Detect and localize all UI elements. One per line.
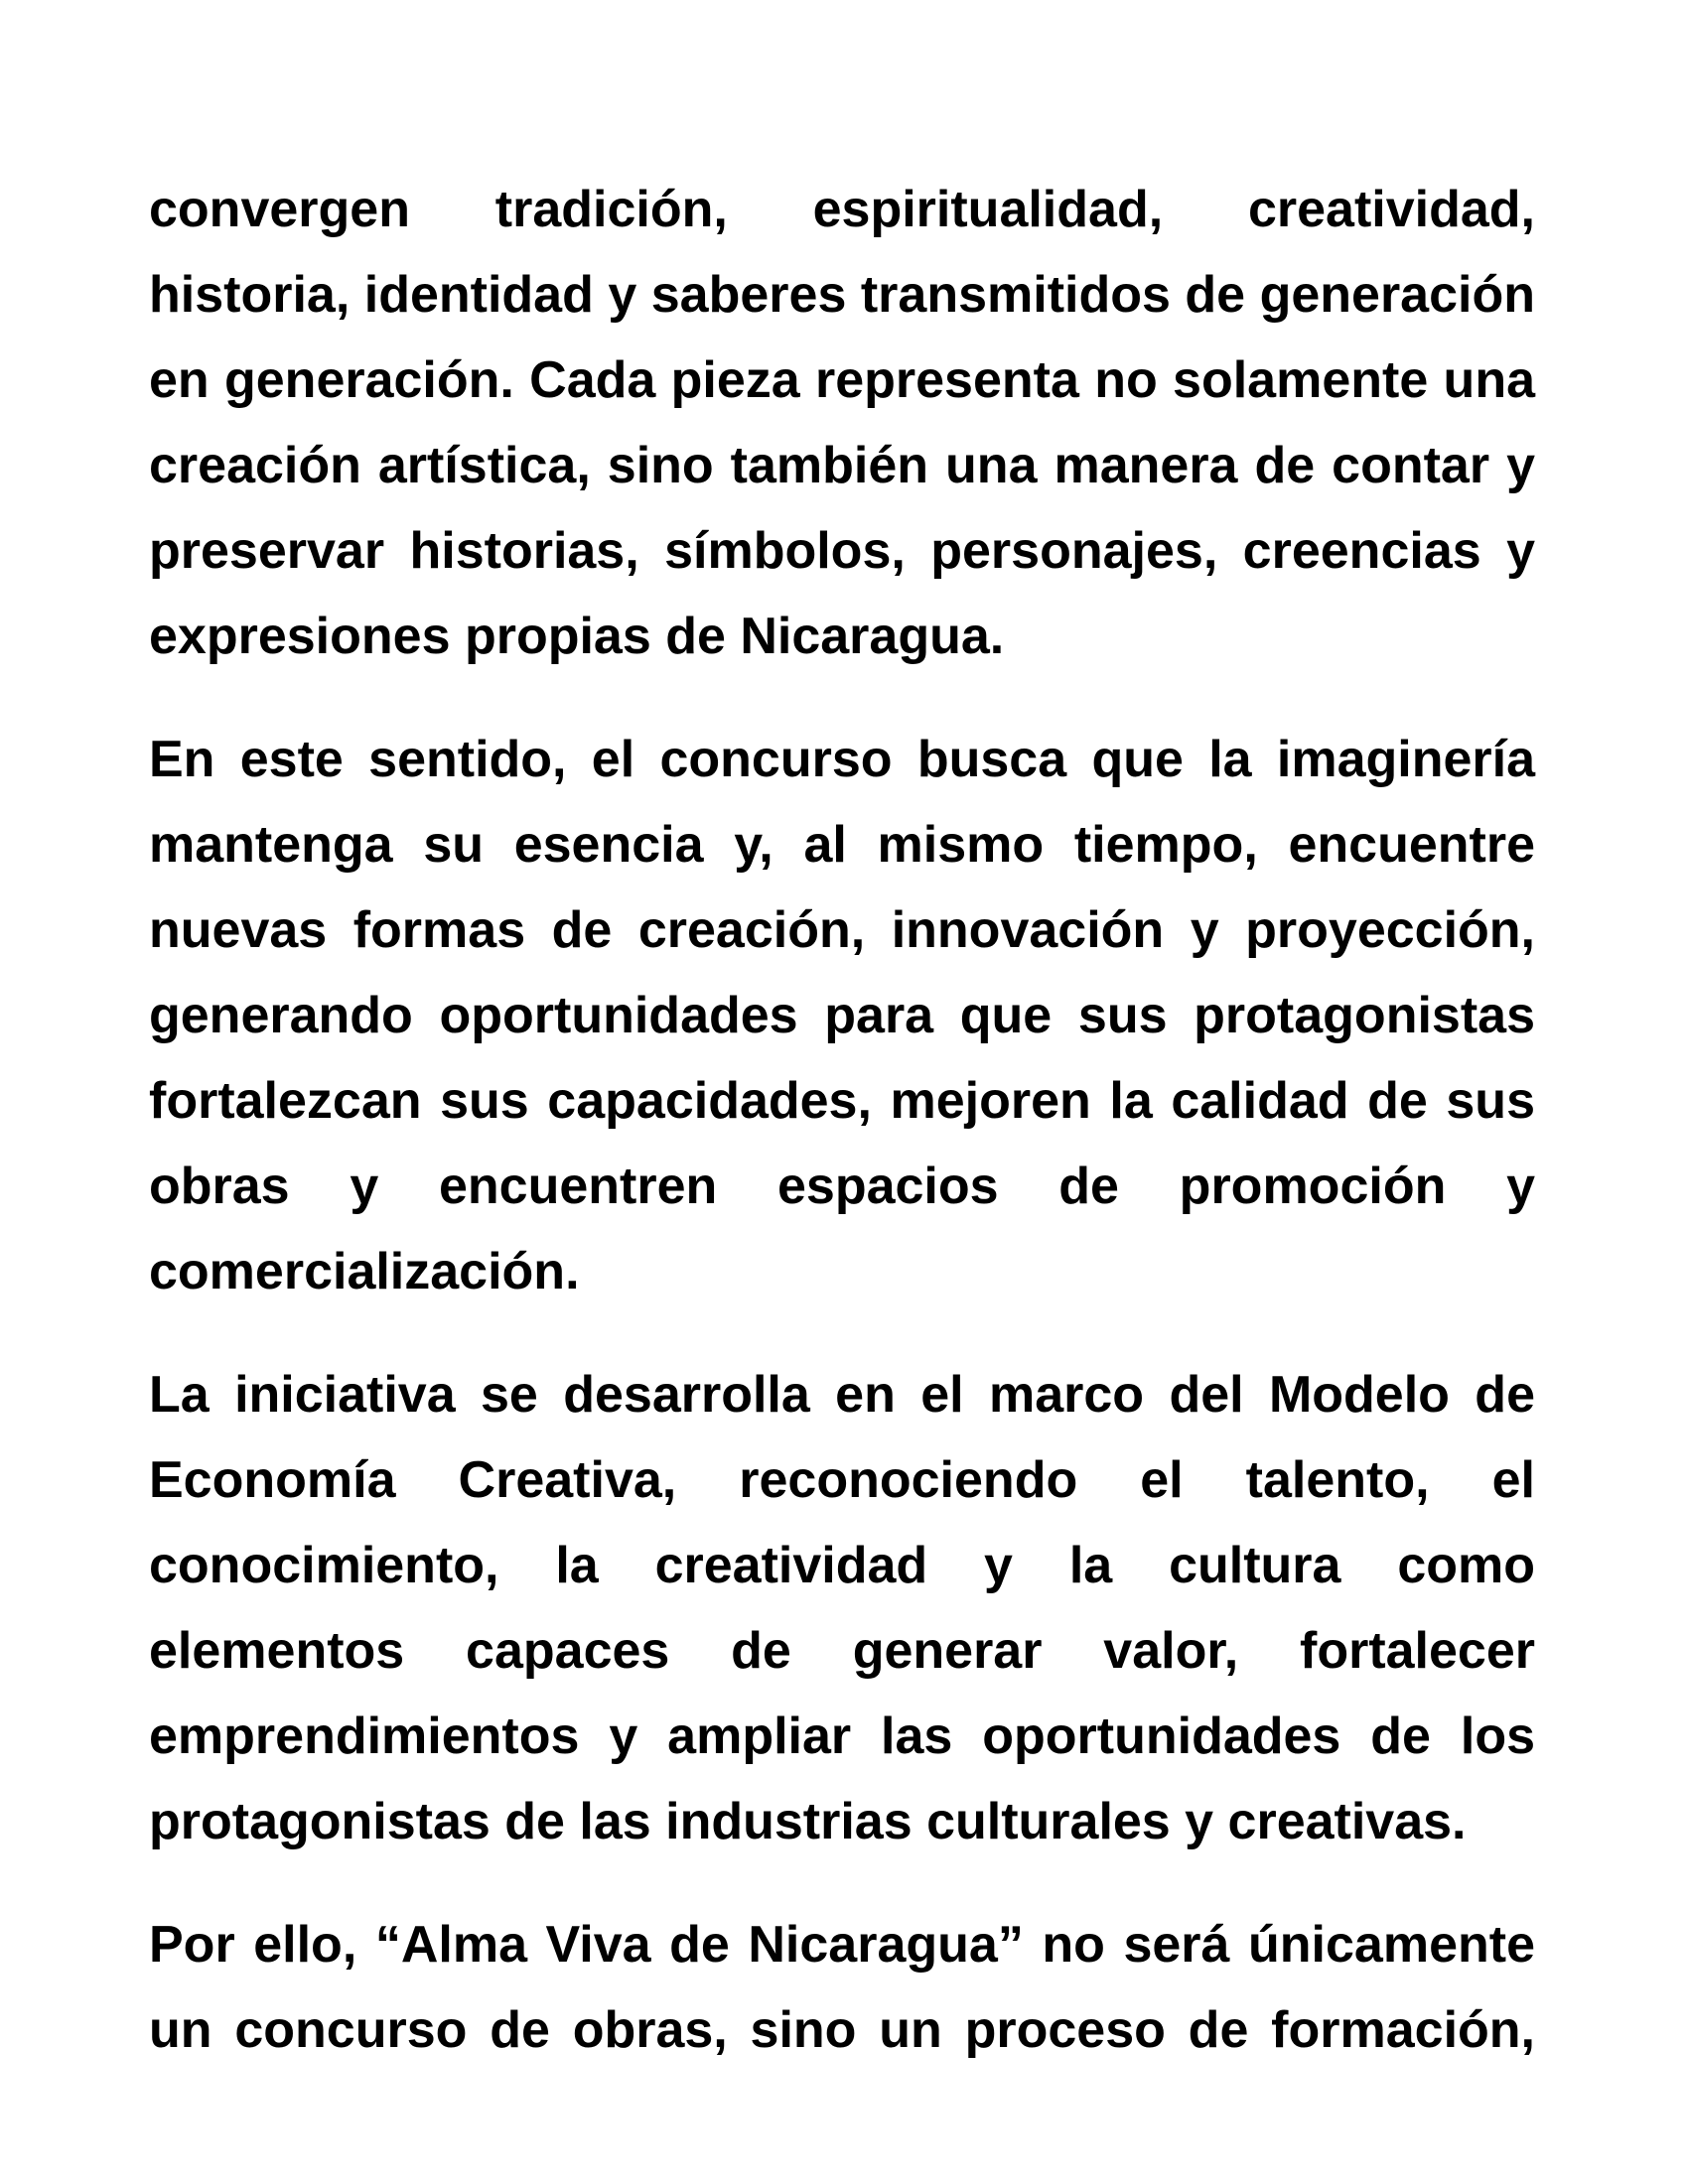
paragraph-3: La iniciativa se desarrolla en el marco del Modelo de Economía Creativa, reconociendo el talento, el conocimiento, la creatividad y la cultura como elementos capaces de generar valor, fortalecer emprendimientos y ampliar las oportunidades de los protagonistas de las industrias culturales y creativas. bbox=[149, 1366, 1535, 1850]
document-page bbox=[149, 167, 1535, 2111]
paragraph-1: convergen tradición, espiritualidad, creatividad, historia, identidad y saberes transmitidos de generación en generación. Cada pieza representa no solamente una creación artística, sino también una manera de contar y preservar historias, símbolos, personajes, creencias y expresiones propias de Nicaragua. bbox=[149, 181, 1535, 665]
paragraph-2: En este sentido, el concurso busca que la imaginería mantenga su esencia y, al mismo tiempo, encuentre nuevas formas de creación, innovación y proyección, generando oportunidades para que sus protagonistas fortalezcan sus capacidades, mejoren la calidad de sus obras y encuentren espacios de promoción y comercialización. bbox=[149, 731, 1535, 1300]
paragraph-4: Por ello, “Alma Viva de Nicaragua” no será únicamente un concurso de obras, sino un proceso de formación, bbox=[149, 1916, 1535, 2059]
